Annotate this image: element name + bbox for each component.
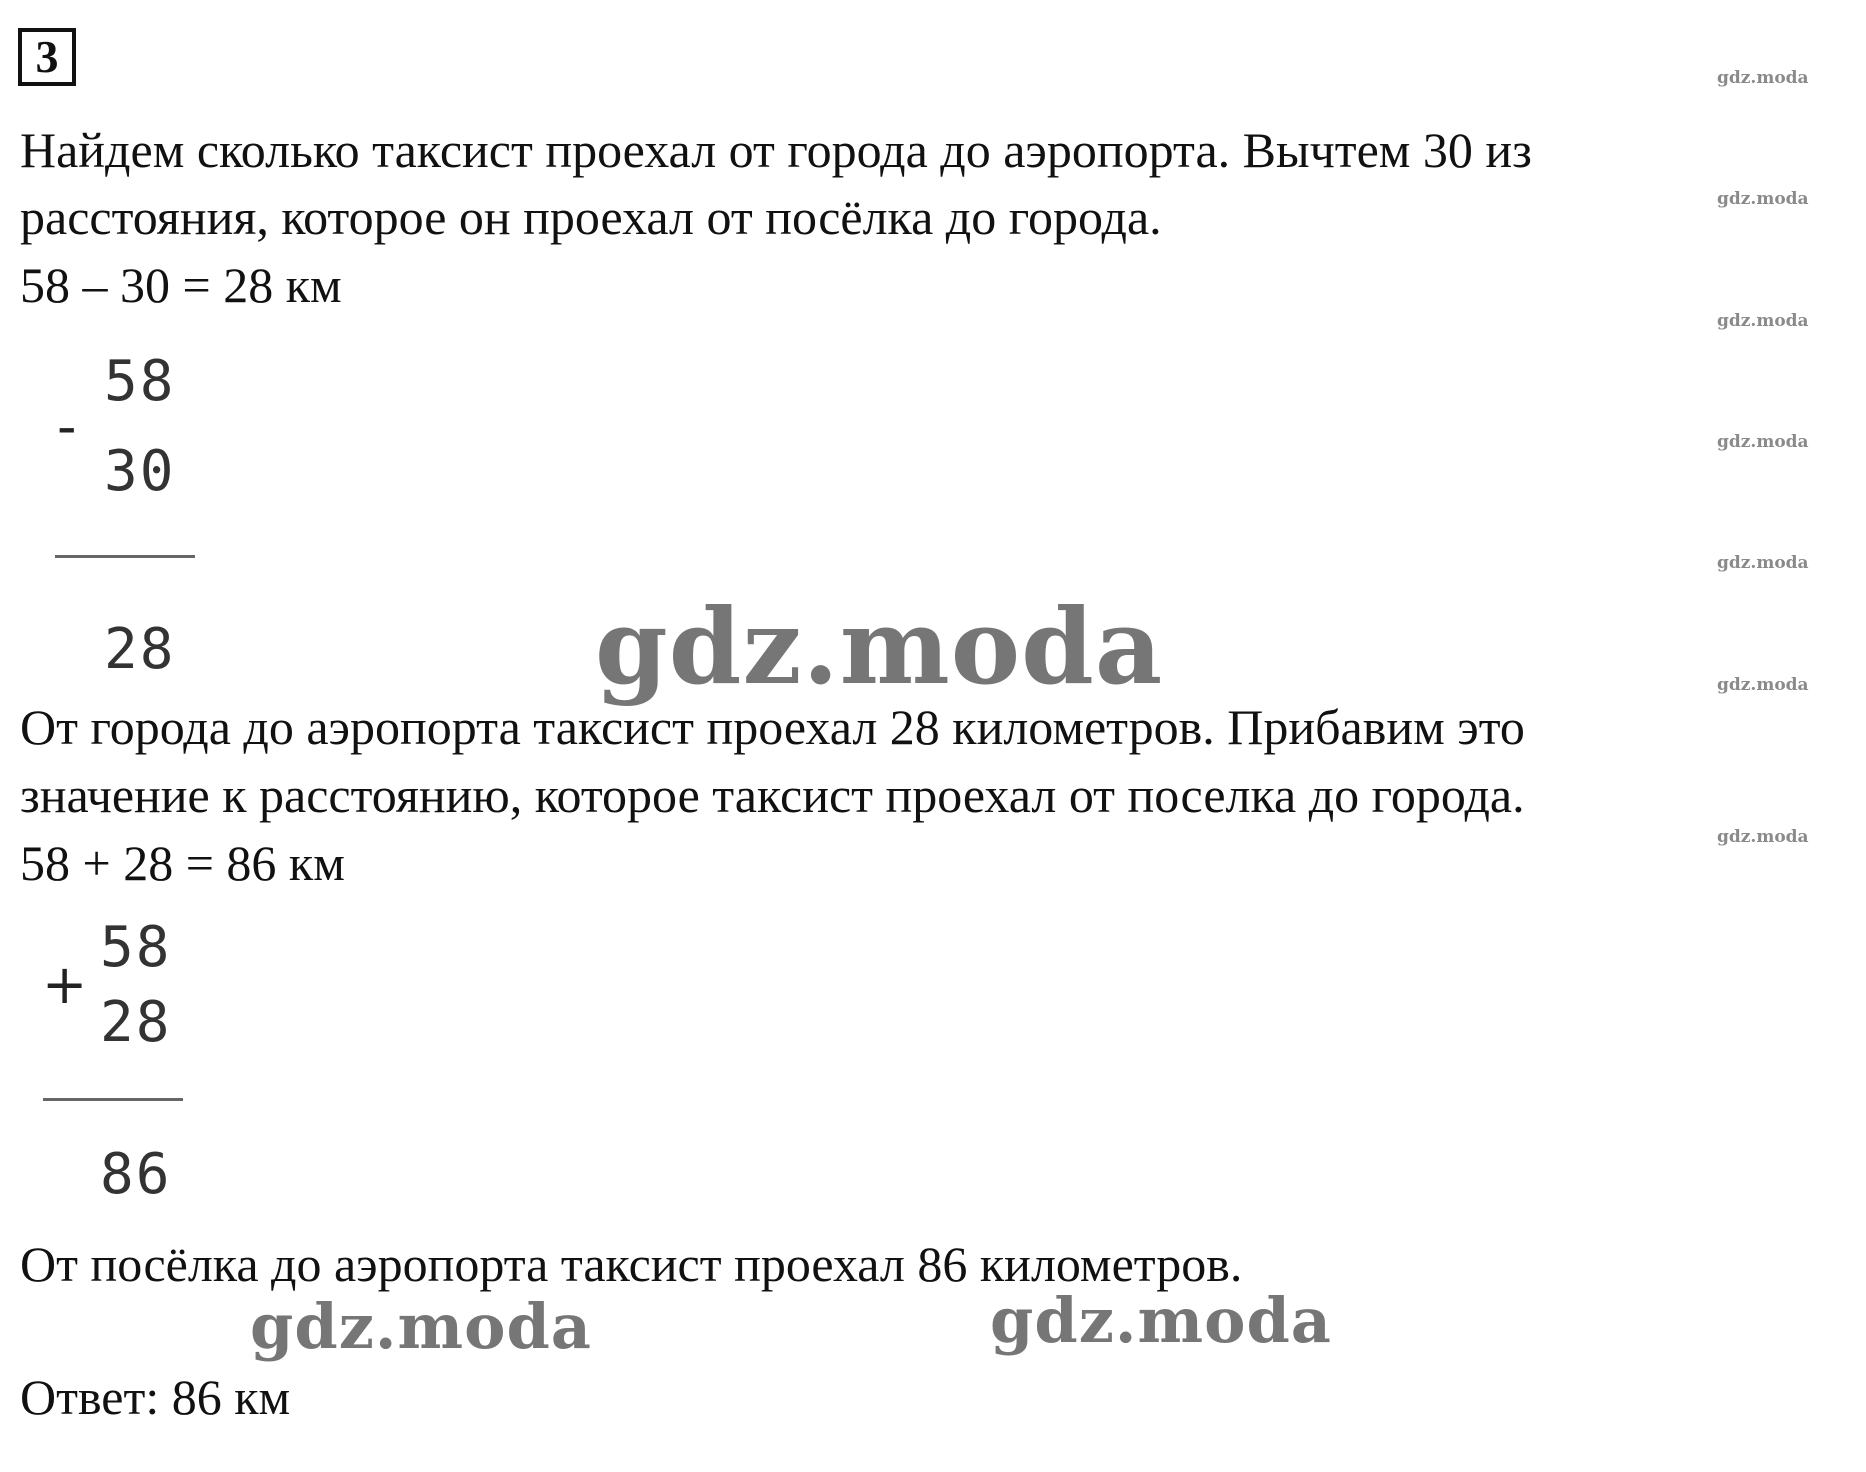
minuend: 58 (104, 349, 176, 414)
difference: 28 (104, 617, 176, 682)
watermark-small: gdz.moda (1717, 68, 1809, 88)
watermark-large: gdz.moda (990, 1284, 1332, 1357)
addend-1: 58 (100, 915, 172, 980)
watermark-large: gdz.moda (595, 585, 1164, 708)
watermark-large: gdz.moda (250, 1290, 592, 1363)
watermark-small: gdz.moda (1717, 432, 1809, 452)
watermark-small: gdz.moda (1717, 189, 1809, 209)
equation-subtraction: 58 – 30 = 28 км (20, 257, 342, 313)
conclusion-text: От посёлка до аэропорта таксист проехал 86 километров. (20, 1236, 1243, 1292)
watermark-small: gdz.moda (1717, 311, 1809, 331)
result-line (55, 555, 195, 558)
paragraph-2-line-2: значение к расстоянию, которое таксист проехал от поселка до города. (20, 767, 1525, 823)
plus-sign: + (42, 953, 88, 1016)
watermark-small: gdz.moda (1717, 675, 1809, 695)
watermark-small: gdz.moda (1717, 827, 1809, 847)
minus-sign: - (57, 395, 77, 458)
subtrahend: 30 (104, 439, 176, 504)
addend-2: 28 (100, 990, 172, 1055)
paragraph-1-line-2: расстояния, которое он проехал от посёлка до города. (20, 189, 1162, 245)
task-number-box: 3 (18, 28, 76, 86)
watermark-small: gdz.moda (1717, 553, 1809, 573)
result-line (43, 1098, 183, 1101)
sum: 86 (100, 1142, 172, 1207)
equation-addition: 58 + 28 = 86 км (20, 835, 345, 891)
paragraph-1-line-1: Найдем сколько таксист проехал от города до аэропорта. Вычтем 30 из (20, 122, 1532, 178)
paragraph-2-line-1: От города до аэропорта таксист проехал 28 километров. Прибавим это (20, 699, 1525, 755)
answer-text: Ответ: 86 км (20, 1369, 291, 1425)
